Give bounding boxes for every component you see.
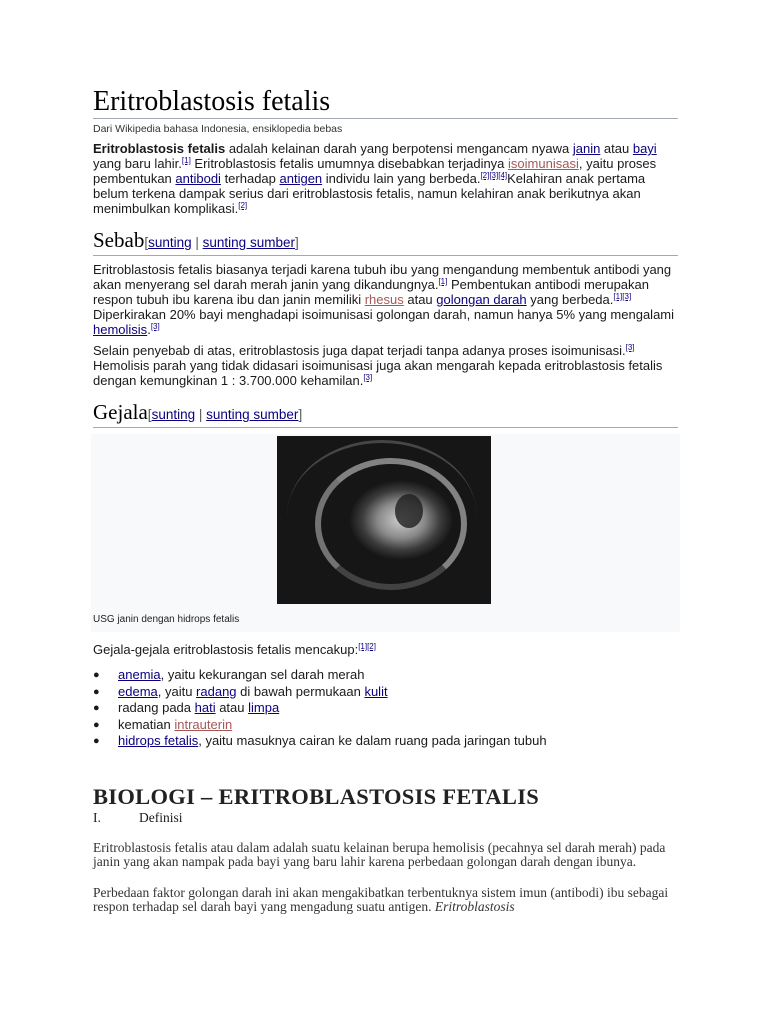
ref-link[interactable]: [1][2]	[358, 642, 376, 651]
edit-source-link[interactable]: sunting sumber	[206, 407, 299, 422]
edit-link[interactable]: sunting	[151, 407, 196, 422]
link-kulit[interactable]: kulit	[364, 683, 388, 699]
ref-link[interactable]: [2]	[238, 201, 248, 210]
sebab-paragraph-1: Eritroblastosis fetalis biasanya terjadi karena tubuh ibu yang mengandung membentuk antibodi yang akan menyerang sel darah merah janin yang dikandungnya.[1] Pembentukan antibodi merupakan respon tubuh ibu karena ibu dan janin memiliki rhesus atau golongan darah yang berbeda.[1][3] Diperkirakan 20% bayi menghadapi isoimunisasi golongan darah, namun hanya 5% yang mengalami hemolisis.[3]	[93, 262, 675, 337]
link-intrauterin[interactable]: intrauterin	[174, 716, 233, 732]
ultrasound-image[interactable]	[277, 436, 491, 604]
ref-link[interactable]: [1]	[181, 156, 191, 165]
tagline: Dari Wikipedia bahasa Indonesia, ensiklopedia bebas	[93, 123, 343, 135]
ref-link[interactable]: [3]	[363, 373, 373, 382]
definition-heading: I. Definisi	[93, 809, 183, 825]
link-janin[interactable]: janin	[572, 141, 601, 156]
symptom-list	[93, 667, 678, 750]
edit-links: [sunting | sunting sumber]	[144, 235, 299, 250]
link-isoimunisasi[interactable]: isoimunisasi	[508, 156, 579, 171]
link-hati[interactable]: hati	[194, 700, 216, 715]
link-rhesus[interactable]: rhesus	[364, 292, 404, 307]
list-item: ● radang pada hati atau limpa	[93, 700, 280, 715]
ref-link[interactable]: [3]	[625, 343, 635, 352]
link-edema[interactable]: edema	[118, 683, 158, 699]
section-heading-sebab: Sebab[sunting | sunting sumber]	[93, 228, 678, 256]
gejala-intro: Gejala-gejala eritroblastosis fetalis mencakup:[1][2]	[93, 642, 376, 657]
link-radang[interactable]: radang	[196, 683, 237, 699]
link-limpa[interactable]: limpa	[248, 700, 280, 715]
link-bayi[interactable]: bayi	[632, 141, 657, 156]
list-item: ● edema, yaitu radang di bawah permukaan kulit	[93, 683, 388, 699]
ref-link[interactable]: [1][3]	[613, 292, 632, 301]
ref-link[interactable]: [3]	[150, 322, 160, 331]
intro-bold-term: Eritroblastosis fetalis	[93, 141, 226, 156]
page-title: Eritroblastosis fetalis	[93, 86, 678, 119]
definition-paragraph-2: Perbedaan faktor golongan darah ini akan mengakibatkan terbentuknya sistem imun (antibodi) ibu sebagai respon terhadap sel darah bayi yang mengadung suatu antigen. Eritroblastosis	[93, 884, 669, 914]
edit-source-link[interactable]: sunting sumber	[202, 235, 295, 250]
article	[93, 86, 678, 915]
link-hemolisis[interactable]: hemolisis	[93, 322, 148, 337]
list-item: ● anemia, yaitu kekurangan sel darah merah	[93, 667, 365, 682]
sebab-paragraph-2: Selain penyebab di atas, eritroblastosis juga dapat terjadi tanpa adanya proses isoimunisasi.[3] Hemolisis parah yang tidak didasari isoimunisasi juga akan mengarah kepada eritroblastosis fetalis dengan kemungkinan 1 : 3.700.000 kehamilan.[3]	[93, 343, 663, 388]
list-item: ● kematian intrauterin	[93, 716, 233, 732]
link-antigen[interactable]: antigen	[279, 171, 323, 186]
link-antibodi[interactable]: antibodi	[175, 171, 221, 186]
ref-link[interactable]: [1]	[438, 277, 448, 286]
image-caption: USG janin dengan hidrops fetalis	[93, 614, 240, 625]
biologi-heading: BIOLOGI – ERITROBLASTOSIS FETALIS	[93, 783, 540, 809]
image-thumbnail	[91, 434, 680, 632]
edit-links: [sunting | sunting sumber]	[147, 407, 303, 422]
list-item: ● hidrops fetalis, yaitu masuknya cairan ke dalam ruang pada jaringan tubuh	[93, 733, 547, 748]
link-golongan-darah[interactable]: golongan darah	[436, 292, 527, 307]
intro-paragraph: Eritroblastosis fetalis adalah kelainan darah yang berpotensi mengancam nyawa janin atau bayi yang baru lahir.[1] Eritroblastosis fetalis umumnya disebabkan terjadinya isoimunisasi, yaitu proses pembentukan antibodi terhadap antigen individu lain yang berbeda.[2][3][4]Kelahiran anak pertama belum terkena dampak serius dari eritroblastosis fetalis, namun kelahiran anak berikutnya akan menimbulkan komplikasi.[2]	[93, 141, 657, 216]
edit-link[interactable]: sunting	[148, 235, 192, 250]
link-hidrops-fetalis[interactable]: hidrops fetalis	[118, 733, 199, 748]
link-anemia[interactable]: anemia	[118, 667, 161, 682]
definition-paragraph-1: Eritroblastosis fetalis atau dalam adalah suatu kelainan berupa hemolisis (pecahnya sel darah merah) pada janin yang akan nampak pada bayi yang baru lahir karena perbedaan golongan darah dengan ibunya.	[93, 839, 666, 869]
ref-link[interactable]: [2][3][4]	[480, 171, 508, 180]
section-heading-gejala: Gejala[sunting | sunting sumber]	[93, 400, 678, 428]
